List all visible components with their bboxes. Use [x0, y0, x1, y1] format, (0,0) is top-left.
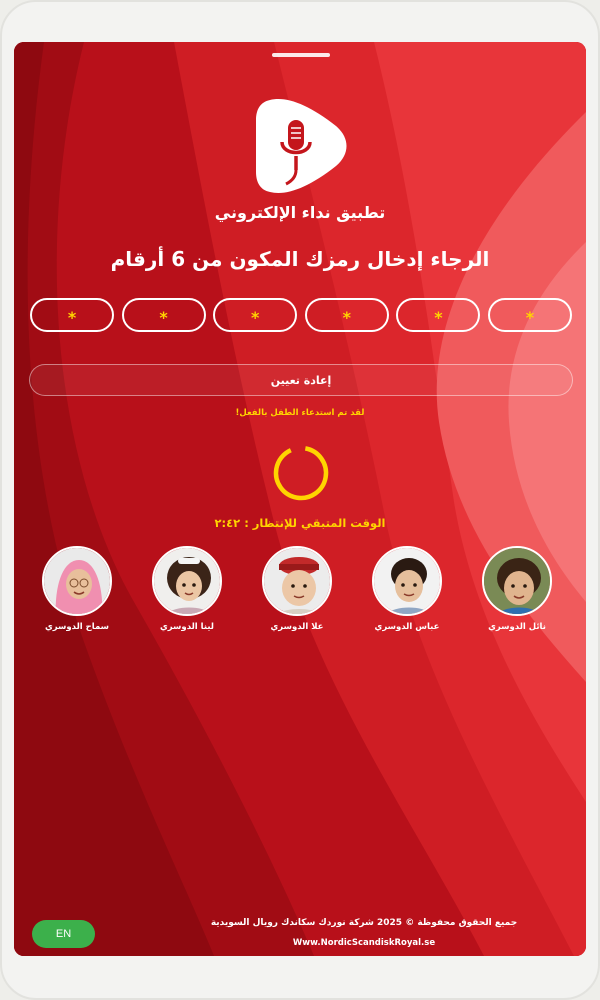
child-name: لينا الدوسري: [159, 622, 215, 632]
language-toggle-button[interactable]: EN: [32, 920, 95, 948]
loading-spinner-icon: [272, 444, 330, 502]
home-indicator: [272, 53, 330, 57]
pin-digit-4[interactable]: *: [305, 298, 389, 332]
wait-timer: الوقت المتبقي للإنتظار : ٢:٤٢: [214, 516, 386, 530]
status-message: لقد تم استدعاء الطفل بالفعل!: [235, 408, 365, 418]
child-card[interactable]: [32, 546, 122, 632]
pin-digit-5[interactable]: *: [396, 298, 480, 332]
child-name: نائل الدوسري: [488, 622, 546, 632]
child-card[interactable]: [362, 546, 452, 632]
copyright-text: جميع الحقوق محفوظة © 2025 شركة نوردك سكاندك رويال السويدية: [210, 918, 518, 928]
pin-digit-1[interactable]: *: [30, 298, 114, 332]
avatar: [152, 546, 222, 616]
reset-button[interactable]: إعادة تعيين: [29, 364, 573, 396]
pin-digit-3[interactable]: *: [213, 298, 297, 332]
child-name: عباس الدوسري: [374, 622, 440, 632]
child-card[interactable]: [142, 546, 232, 632]
microphone-play-logo-icon: [256, 96, 348, 196]
child-card[interactable]: [472, 546, 562, 632]
pin-digit-6[interactable]: *: [488, 298, 572, 332]
avatar: [42, 546, 112, 616]
pin-digit-2[interactable]: *: [122, 298, 206, 332]
avatar: [262, 546, 332, 616]
avatar: [482, 546, 552, 616]
pin-input-row: [30, 298, 572, 332]
app-name: تطبيق نداء الإلكتروني: [214, 203, 386, 222]
child-name: علا الدوسري: [270, 622, 324, 632]
child-name: سماح الدوسري: [44, 622, 110, 632]
app-screen: [14, 42, 586, 956]
website-link[interactable]: Www.NordicScandiskRoyal.se: [292, 938, 436, 948]
avatar: [372, 546, 442, 616]
child-card[interactable]: [252, 546, 342, 632]
page-title: الرجاء إدخال رمزك المكون من 6 أرقام: [110, 247, 490, 271]
